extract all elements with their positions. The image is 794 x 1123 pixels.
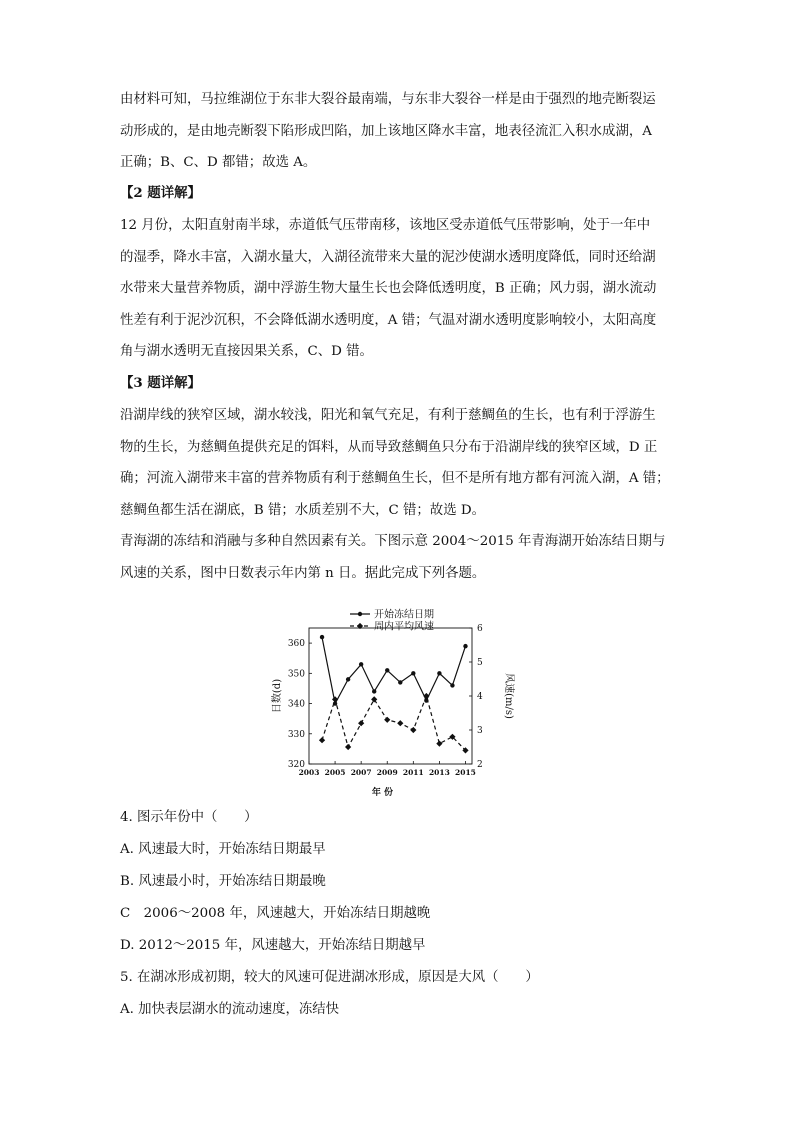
series-1-point (346, 677, 350, 681)
legend-marker-solid (358, 612, 362, 616)
series-2-point (410, 727, 416, 733)
paragraph-q3-analysis (120, 400, 675, 526)
series-1-point (398, 680, 402, 684)
series-1-point (411, 671, 415, 675)
series-line-2 (322, 696, 466, 750)
question-4-stem: 4. 图示年份中（ ） (120, 810, 258, 825)
legend-label-wind-speed: 周内平均风速 (374, 621, 434, 633)
text-line: 确；河流入湖带来丰富的营养物质有利于慈鲷鱼生长，但不是所有地方都有河流入湖，A 错； (120, 471, 670, 486)
text-line: 动形成的，是由地壳断裂下陷形成凹陷，加上该地区降水丰富，地表径流汇入积水成湖，A (120, 123, 652, 139)
y2-tick-label: 2 (477, 760, 483, 770)
x-axis-label: 年 份 (371, 788, 394, 798)
text-line: 慈鲷鱼都生活在湖底，B 错；水质差别不大，C 错；故选 D。 (120, 502, 485, 518)
text-line: 角与湖水透明无直接因果关系，C、D 错。 (120, 344, 373, 359)
text-line: 12 月份，太阳直射南半球，赤道低气压带南移，该地区受赤道低气压带影响，处于一年中 (120, 218, 651, 233)
series-2-point (371, 696, 377, 702)
y-tick-label: 330 (287, 729, 305, 740)
text-line: 的湿季，降水丰富，入湖水量大，入湖径流带来大量的泥沙使湖水透明度降低，同时还给湖 (120, 249, 656, 265)
y-tick-label: 320 (287, 760, 305, 770)
question-4-option-d: D. 2012～2015 年，风速越大，开始冻结日期越早 (120, 938, 426, 953)
series-1-point (320, 635, 324, 639)
y-tick-label: 360 (287, 639, 305, 650)
question-5-stem: 5. 在湖冰形成初期，较大的风速可促进湖冰形成，原因是大风（ ） (120, 970, 539, 985)
y2-tick-label: 3 (477, 726, 483, 736)
paragraph-material-intro (120, 526, 675, 589)
x-tick-label: 2005 (324, 768, 346, 777)
series-line-1 (322, 637, 466, 704)
y-tick-label: 340 (287, 699, 305, 710)
text-line: 水带来大量营养物质，湖中浮游生物大量生长也会降低透明度，B 正确；风力弱，湖水流动 (120, 281, 657, 296)
series-2-point (345, 744, 351, 750)
legend-label-freeze-date: 开始冻结日期 (374, 609, 434, 621)
y-axis-label: 日数(d) (272, 678, 283, 714)
series-1-point (372, 689, 376, 693)
text-line: 物的生长，为慈鲷鱼提供充足的饵料，从而导致慈鲷鱼只分布于沿湖岸线的狭窄区域，D 正 (120, 439, 658, 455)
freeze-date-wind-chart (262, 604, 522, 804)
paragraph-q2-analysis (120, 210, 675, 368)
heading-q3-detail: 【3 题详解】 (120, 375, 201, 391)
x-tick-label: 2013 (428, 768, 450, 777)
series-1-point (450, 683, 454, 687)
series-2-point (332, 696, 338, 702)
text-line: 沿湖岸线的狭窄区域，湖水较浅，阳光和氧气充足，有利于慈鲷鱼的生长，也有利于浮游生 (120, 408, 656, 423)
y2-tick-label: 4 (477, 692, 483, 702)
series-1-point (359, 662, 363, 666)
x-tick-label: 2003 (298, 768, 320, 777)
text-line: 青海湖的冻结和消融与多种自然因素有关。下图示意 2004～2015 年青海湖开始冻结日期与 (120, 534, 666, 549)
text-line: 性差有利于泥沙沉积，不会降低湖水透明度，A 错；气温对湖水透明度影响较小，太阳高度 (120, 312, 657, 328)
x-tick-label: 2007 (350, 768, 372, 777)
y2-tick-label: 6 (477, 624, 483, 634)
series-2-point (436, 740, 442, 746)
series-1-point (385, 668, 389, 672)
series-1-point (463, 644, 467, 648)
question-4-option-c: C 2006～2008 年，风速越大，开始冻结日期越晚 (120, 906, 431, 921)
x-tick-label: 2011 (402, 768, 424, 777)
series-2-point (397, 720, 403, 726)
question-4-option-a: A. 风速最大时，开始冻结日期最早 (120, 842, 326, 857)
question-4-option-b: B. 风速最小时，开始冻结日期最晚 (120, 874, 326, 889)
series-2-point (384, 717, 390, 723)
paragraph-q1-analysis (120, 84, 675, 179)
series-2-point (358, 720, 364, 726)
x-tick-label: 2009 (376, 768, 398, 777)
y-tick-label: 350 (287, 669, 305, 680)
x-tick-label: 2015 (455, 768, 476, 777)
series-2-point (423, 693, 429, 699)
text-line: 由材料可知，马拉维湖位于东非大裂谷最南端，与东非大裂谷一样是由于强烈的地壳断裂运 (120, 92, 656, 107)
text-line: 正确；B、C、D 都错；故选 A。 (120, 155, 317, 170)
y2-axis-label: 风速(m/s) (503, 673, 514, 719)
series-1-point (437, 671, 441, 675)
series-2-point (319, 737, 325, 743)
heading-q2-detail: 【2 题详解】 (120, 185, 201, 201)
y2-tick-label: 5 (477, 658, 483, 668)
question-5-option-a: A. 加快表层湖水的流动速度，冻结快 (120, 1002, 340, 1017)
text-line: 风速的关系，图中日数表示年内第 n 日。据此完成下列各题。 (120, 565, 486, 581)
